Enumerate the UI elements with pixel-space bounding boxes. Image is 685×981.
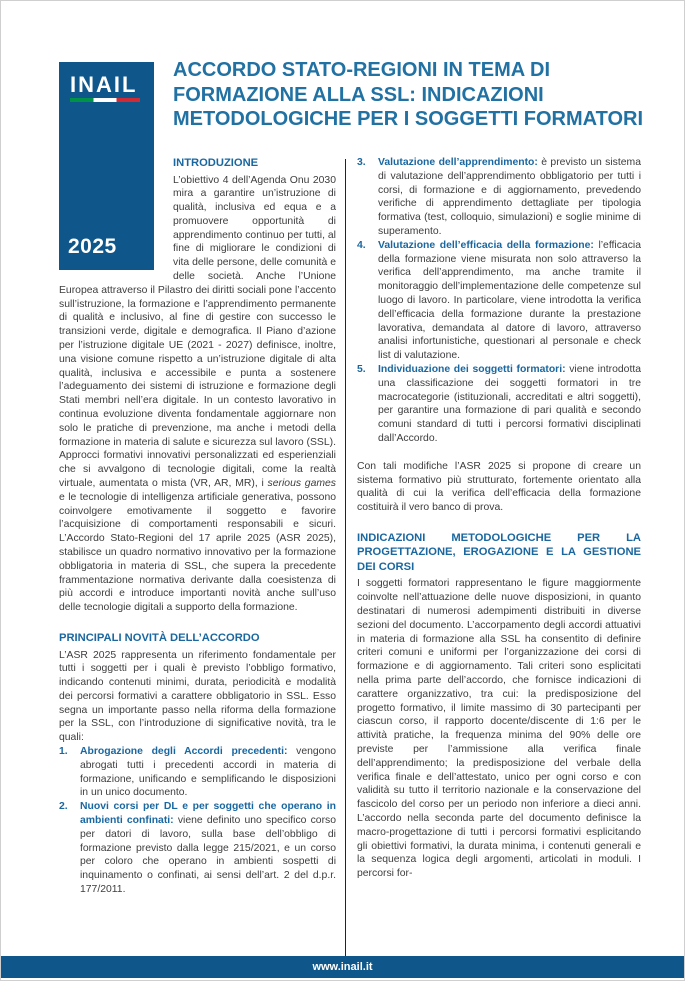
- list-item-text: viene definito uno specifico corso per datori di lavoro, sulla base dell’obbligo di formazione previsto dalla legge 215/2021, e un corso per coloro che operano in ambienti sospetti di inquinamento o confinati, ai sensi dell’art. 2 del d.p.r. 177/2011.: [80, 815, 336, 896]
- list-number: 5.: [357, 363, 366, 375]
- list-number: 4.: [357, 239, 366, 251]
- list-item-1: [59, 745, 336, 800]
- right-column: [357, 156, 641, 881]
- list-item-lead: Individuazione dei soggetti formatori:: [378, 363, 566, 375]
- list-item-3: [357, 156, 641, 239]
- left-column: [59, 156, 336, 897]
- logo-wrap-spacer: [59, 156, 173, 272]
- list-number: 3.: [357, 157, 366, 168]
- introduzione-text-1: L’obiettivo 4 dell’Agenda Onu 2030 mira a garantire un’istruzione di qualità, inclusiva ed equa e a promuovere opportunità di apprendimento continuo per tutti, al fine di migliorare le condizioni di vita delle persone, delle comunità e delle società. Anche l’Unione Europea attraverso il Pilastro dei diritti sociali pone l’accento sull’istruzione, la formazione e l’apprendimento permanente di qualità e inclusivo, al fine di gestire con successo le transizioni verde, digitale e demografica. Il Piano d’azione per l’istruzione digitale UE (2021 - 2027) definisce, inoltre, una visione comune rispetto a un’istruzione digitale di alta qualità, inclusiva e accessibile e punta a sostenere l’adeguamento dei sistemi di istruzione e formazione degli Stati membri nell’era digitale. In un contesto lavorativo in continua evoluzione diventa fondamentale aggiornare non solo le pratiche di prevenzione, ma anche i metodi della formazione in materia di salute e sicurezza sul lavoro (SSL). Approcci formativi innovativi personalizzati ed esperienziali che si avvalgono di tecnologie digitali, come la realtà virtuale, aumentata o mista (VR, AR, MR), i: [59, 174, 336, 490]
- introduzione-text-2: e le tecnologie di intelligenza artificiale generativa, possono coinvolgere emotivamente il soggetto e favorire l’acquisizione di comportamenti responsabili e sicuri. L’Accordo Stato-Regioni del 17 aprile 2025 (ASR 2025), stabilisce un quadro normativo innovativo per la formazione obbligatoria in materia di SSL, che supera la precedente frammentazione normativa derivante dalla coesistenza di più accordi e introduce importanti novità anche sull’uso delle tecnologie digitali a supporto della formazione.: [59, 491, 336, 614]
- section-heading-indicazioni: INDICAZIONI METODOLOGICHE PER LA PROGETTAZIONE, EROGAZIONE E LA GESTIONE DEI CORSI: [357, 531, 641, 573]
- year-badge: 2025: [68, 235, 117, 258]
- list-number: 1.: [59, 746, 68, 758]
- list-item-text: viene introdotta una classificazione dei soggetti formatori in tre macrocategorie (istituzionali, accreditati e altri soggetti), per garantire una formazione di pari qualità e secondo comuni standard di tutti i percorsi formativi disciplinati dall’Accordo.: [378, 363, 641, 444]
- footer-url[interactable]: www.inail.it: [312, 961, 373, 973]
- list-item-text: l’efficacia della formazione viene misurata non solo attraverso la verifica dell’apprendimento, ma anche tramite il monitoraggio dell’implementazione delle competenze sul luogo di lavoro. In particolare, viene introdotta la verifica dell’efficacia della formazione durante la prestazione lavorativa, demandata al datore di lavoro, attraverso analisi infortunistiche, questionari al personale e check list di valutazione.: [378, 239, 641, 362]
- list-item-5: [357, 363, 641, 446]
- indicazioni-paragraph: I soggetti formatori rappresentano le figure maggiormente coinvolte nell’attuazione delle nuove disposizioni, in quanto destinatari di numerosi adempimenti distribuiti in diverse sezioni del documento. L’accorpamento degli accordi attuativi in materia di formazione alla SSL ha consentito di definire criteri comuni e uniformi per l’organizzazione dei corsi di formazione e di aggiornamento. Tali criteri sono esplicitati nella prima parte dell’accordo, che fornisce indicazioni di carattere organizzativo, tra cui: la predisposizione del progetto formativo, il limite massimo di 30 partecipanti per ciascun corso, il rapporto docente/discente di 1:6 per le attività pratiche, la frequenza minima del 90% delle ore previste per l’ammissione alla verifica finale dell’apprendimento; la predisposizione del verbale della verifica finale e dell’attestato, unico per ogni corso e con validità su tutto il territorio nazionale e la conservazione del fascicolo del corso per un periodo non inferiore a dieci anni. L’accordo nella seconda parte del documento definisce la macro-progettazione di tutti i percorsi formativi esplicitando gli obiettivi formativi, la durata minima, i contenuti generali e la sequenza logica degli argomenti, articolati in moduli. I percorsi for-: [357, 578, 641, 880]
- novita-intro-paragraph: L’ASR 2025 rappresenta un riferimento fondamentale per tutti i soggetti per i quali è previsto l’obbligo formativo, indicando contenuti minimi, durata, periodicità e modalità dei percorsi formativi a carattere obbligatorio in SSL. Esso segna un importante passo nella riforma della formazione per la SSL, con l’introduzione di significative novità, tra le quali:: [59, 649, 336, 744]
- list-item-lead: Abrogazione degli Accordi precedenti:: [80, 746, 288, 758]
- list-item-4: [357, 239, 641, 363]
- list-number: 2.: [59, 801, 68, 813]
- page-title: ACCORDO STATO-REGIONI IN TEMA DI FORMAZIONE ALLA SSL: INDICAZIONI METODOLOGICHE PER I SOGGETTI FORMATORI: [173, 59, 644, 130]
- inail-logo: [59, 62, 154, 102]
- column-divider: [345, 159, 346, 957]
- section-heading-introduzione: INTRODUZIONE: [173, 157, 259, 169]
- italian-flag-stripe-icon: [70, 98, 140, 102]
- inail-logo-text: INAIL: [70, 72, 138, 97]
- list-item-lead: Valutazione dell’apprendimento:: [378, 157, 538, 168]
- novita-conclusion-paragraph: Con tali modifiche l’ASR 2025 si propone di creare un sistema formativo più strutturato, fortemente orientato alla qualità di cui la verifica dell’efficacia della formazione costituirà il vero banco di prova.: [357, 460, 641, 514]
- list-item-text: vengono abrogati tutti i precedenti accordi in materia di formazione, unificando e semplificando le disposizioni in un unico documento.: [80, 746, 336, 799]
- list-item-lead: Valutazione dell’efficacia della formazione:: [378, 239, 594, 251]
- introduzione-text-italic: serious games: [267, 478, 336, 490]
- list-item-text: è previsto un sistema di valutazione dell’apprendimento obbligatorio per tutti i corsi, di formazione e di aggiornamento, prevedendo verifiche di apprendimento dettagliate per tipologia formativa (test, colloquio, simulazioni) e soglie minime di superamento.: [378, 157, 641, 237]
- list-item-lead: Nuovi corsi per DL e per soggetti che operano in ambienti confinati:: [80, 801, 336, 827]
- section-heading-novita: PRINCIPALI NOVITÀ DELL’ACCORDO: [59, 632, 260, 644]
- list-item-2: [59, 800, 336, 897]
- footer-bar: [1, 956, 684, 978]
